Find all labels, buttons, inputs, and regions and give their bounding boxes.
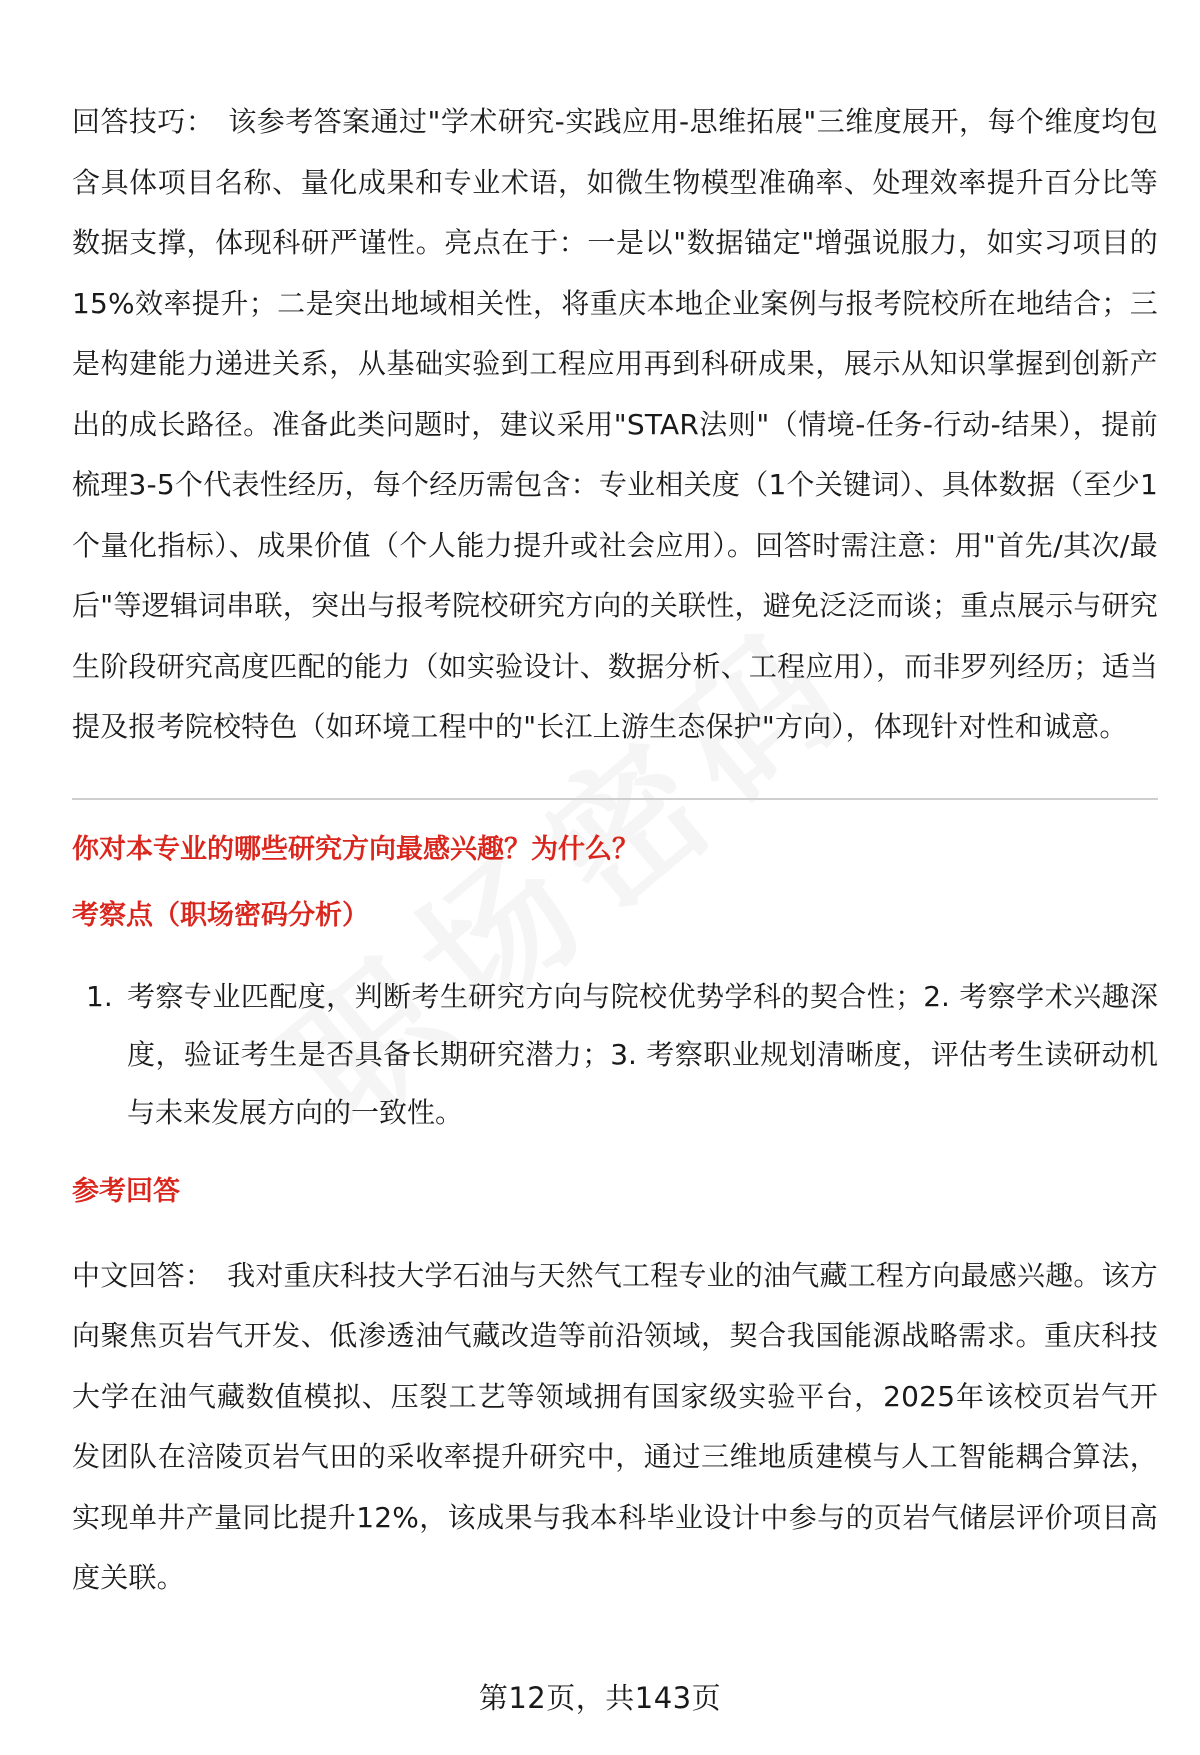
page-number: 第12页，共143页 [478,1681,722,1715]
question-title: 你对本专业的哪些研究方向最感兴趣？为什么？ [72,833,639,865]
answer-label: 中文回答： [72,1258,214,1292]
intro-paragraph [72,92,1158,758]
section-divider [72,798,1158,800]
check-list [72,968,1158,1142]
answer-text: 我对重庆科技大学石油与天然气工程专业的油气藏工程方向最感兴趣。该方向聚焦页岩气开发、低渗透油气藏改造等前沿领域，契合我国能源战略需求。重庆科技大学在油气藏数值模拟、压裂工艺等领域拥有国家级实验平台，2025年该校页岩气开发团队在涪陵页岩气田的采收率提升研究中，通过三维地质建模与人工智能耦合算法，实现单井产量同比提升12%，该成果与我本科毕业设计中参与的页岩气储层评价项目高度关联。 [72,1258,1158,1594]
list-item-text: 考察专业匹配度，判断考生研究方向与院校优势学科的契合性；2. 考察学术兴趣深度，验证考生是否具备长期研究潜力；3. 考察职业规划清晰度，评估考生读研动机与未来发展方向的一致性。 [127,979,1158,1129]
answer-heading: 参考回答 [72,1175,180,1207]
intro-text: 该参考答案通过"学术研究-实践应用-思维拓展"三维度展开，每个维度均包含具体项目名称、量化成果和专业术语，如微生物模型准确率、处理效率提升百分比等数据支撑，体现科研严谨性。亮点在于：一是以"数据锚定"增强说服力，如实习项目的15%效率提升；二是突出地域相关性，将重庆本地企业案例与报考院校所在地结合；三是构建能力递进关系，从基础实验到工程应用再到科研成果，展示从知识掌握到创新产出的成长路径。准备此类问题时，建议采用"STAR法则"（情境-任务-行动-结果），提前梳理3-5个代表性经历，每个经历需包含：专业相关度（1个关键词）、具体数据（至少1个量化指标）、成果价值（个人能力提升或社会应用）。回答时需注意：用"首先/其次/最后"等逻辑词串联，突出与报考院校研究方向的关联性，避免泛泛而谈；重点展示与研究生阶段研究高度匹配的能力（如实验设计、数据分析、工程应用），而非罗列经历；适当提及报考院校特色（如环境工程中的"长江上游生态保护"方向），体现针对性和诚意。 [72,105,1158,743]
document-page [72,92,1158,1609]
check-heading: 考察点（职场密码分析） [72,899,369,931]
list-item [72,968,1158,1142]
list-item-number: 1. [86,979,113,1013]
intro-label: 回答技巧： [72,105,215,138]
answer-paragraph [72,1246,1158,1609]
